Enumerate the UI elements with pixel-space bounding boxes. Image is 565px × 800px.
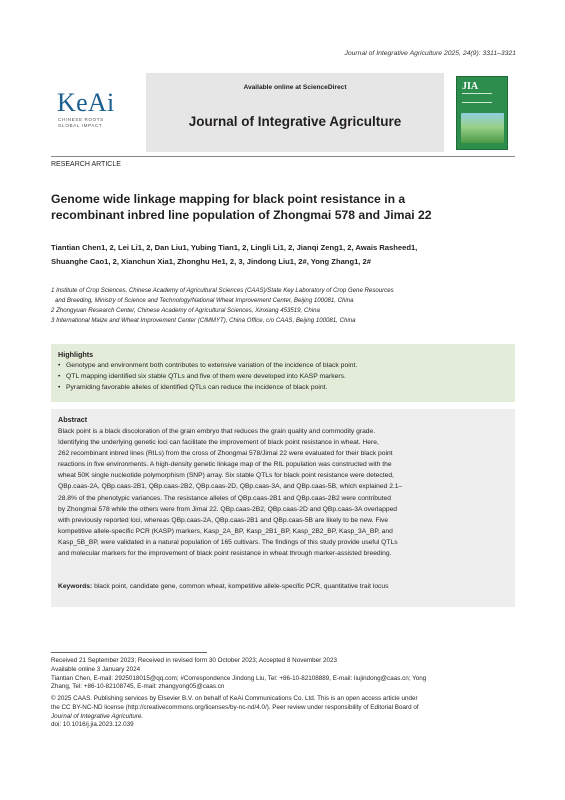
abstract-line: Kasp_5B_BP, were validated in a natural population of 165 cultivars. The findings of this study provide useful QTLs xyxy=(58,538,398,546)
abstract-line: with previously reported loci, whereas QBp.caas-2A, QBp.caas-2B1 and QBp.caas-5B are likely to be new. Five xyxy=(58,516,389,524)
abstract-line: 28.8% of the phenotypic variances. The resistance alleles of QBp.caas-2B1 and QBp.caas-2B2 were contributed xyxy=(58,494,391,502)
copyright-line-3: Journal of Integrative Agriculture. xyxy=(51,712,144,720)
highlights-list xyxy=(58,361,510,393)
abstract-line: wheat 50K single nucleotide polymorphism (SNP) array. Six stable QTLs for black point resistance were detected, xyxy=(58,472,394,480)
abstract-line: and molecular markers for the improvement of black point resistance in wheat through marker-assisted breeding. xyxy=(58,550,392,558)
footnote-divider xyxy=(51,652,207,653)
highlight-text: Genotype and environment both contributes to extensive variation of the incidence of black point. xyxy=(66,362,358,369)
keywords-label: Keywords: xyxy=(58,583,93,590)
available-online-label: Available online at ScienceDirect xyxy=(243,84,347,91)
received-dates: Received 21 September 2023; Received in revised form 30 October 2023; Accepted 8 November 2023 xyxy=(51,657,337,664)
cover-label: JIA xyxy=(462,81,479,92)
highlight-text: Pyramiding favorable alleles of identified QTLs can reduce the incidence of black point. xyxy=(66,383,328,391)
affiliation-3: 3 International Maize and Wheat Improvement Center (CIMMYT), China Office, c/o CAAS, Beijing 100081, China xyxy=(51,317,356,324)
author-list xyxy=(51,241,521,269)
doi-link[interactable]: doi: 10.1016/j.jia.2023.12.039 xyxy=(51,721,134,729)
highlights-heading: Highlights xyxy=(58,350,94,359)
affiliation-1b: and Breeding, Ministry of Science and Technology/National Wheat Improvement Center, Beijing 100081, China xyxy=(55,297,354,304)
footnote-copyright xyxy=(51,695,521,730)
abstract-line: kompetitive allele-specific PCR (KASP) markers, Kasp_2A_BP, Kasp_2B1_BP, Kasp_2B2_BP, Kasp_3A_BP, and xyxy=(58,527,393,535)
abstract-body xyxy=(58,426,510,559)
affiliation-1a: 1 Institute of Crop Sciences, Chinese Academy of Agricultural Sciences (CAAS)/State Key Laboratory of Crop Gene Resources xyxy=(51,287,394,294)
authors-line-1: Tiantian Chen1, 2, Lei Li1, 2, Dan Liu1, Yubing Tian1, 2, Lingli Li1, 2, Jianqi Zeng1, 2, Awais Rasheed1, xyxy=(51,243,418,252)
highlight-item xyxy=(58,383,510,394)
article-title xyxy=(51,191,521,223)
journal-cover-image xyxy=(456,76,508,150)
copyright-line-2: the CC BY-NC-ND license (http://creativecommons.org/licenses/by-nc-nd/4.0/). Peer review under responsibility of Editorial Board of xyxy=(51,703,419,711)
journal-title: Journal of Integrative Agriculture xyxy=(188,114,402,129)
keywords xyxy=(58,583,510,590)
title-line-1: Genome wide linkage mapping for black point resistance in a xyxy=(51,192,406,206)
title-line-2: recombinant inbred line population of Zhongmai 578 and Jimai 22 xyxy=(51,208,432,222)
copyright-line-1: © 2025 CAAS. Publishing services by Elsevier B.V. on behalf of KeAi Communications Co. Ltd. This is an open access article under xyxy=(51,695,418,702)
authors-line-2: Shuanghe Cao1, 2, Xianchun Xia1, Zhonghu He1, 2, 3, Jindong Liu1, 2#, Yong Zhang1, 2# xyxy=(51,257,371,266)
header-divider xyxy=(51,156,515,157)
bullet-icon: • xyxy=(58,372,61,380)
article-type: RESEARCH ARTICLE xyxy=(51,161,121,168)
contact-line-1: Tiantian Chen, E-mail: 2925018015@qq.com; #Correspondence Jindong Liu, Tel: +86-10-82108889, E-mail: liujindong@caas.cn; Yong xyxy=(51,674,427,682)
abstract-line: by Zhongmai 578 while the others were from Jimai 22. QBp.caas-2B2, QBp.caas-2D and QBp.caas-3A overlapped xyxy=(58,505,398,513)
highlight-text: QTL mapping identified six stable QTLs and five of them were developed into KASP markers. xyxy=(66,372,346,380)
online-date: Available online 3 January 2024 xyxy=(51,665,141,673)
highlight-item xyxy=(58,372,510,383)
affiliation-2: 2 Zhongyuan Research Center, Chinese Academy of Agricultural Sciences, Xinxiang 453519, China xyxy=(51,307,320,314)
keai-logo: KeAi xyxy=(57,88,115,117)
highlight-item xyxy=(58,361,510,372)
cover-photo xyxy=(461,113,504,143)
abstract-line: reactions in five environments. A high-density genetic linkage map of the RIL population was constructed with the xyxy=(58,461,392,469)
bullet-icon: • xyxy=(58,383,61,391)
abstract-heading: Abstract xyxy=(58,415,88,424)
logo-tagline-line-1: CHINESE ROOTS xyxy=(58,117,104,122)
keywords-text: black point, candidate gene, common wheat, kompetitive allele-specific PCR, quantitative trait locus xyxy=(94,583,389,590)
abstract-line: Identifying the underlying genetic loci can facilitate the improvement of black point resistance in wheat. Here, xyxy=(58,439,379,447)
abstract-line: QBp.caas-2A, QBp.caas-2B1, QBp.caas-2B2, QBp.caas-2D, QBp.caas-3A, and QBp.caas-5B, which explained 2.1– xyxy=(58,483,403,491)
bullet-icon: • xyxy=(58,362,61,369)
logo-tagline-line-2: GLOBAL IMPACT xyxy=(58,123,103,128)
keai-logo-tagline xyxy=(58,117,104,129)
affiliations xyxy=(51,286,521,326)
abstract-line: 262 recombinant inbred lines (RILs) from the cross of Zhongmai 578/Jimai 22 were evaluated for their black point xyxy=(58,450,393,458)
abstract-line: Black point is a black discoloration of the grain embryo that reduces the grain quality and commodity grade. xyxy=(58,428,376,435)
footnote-dates xyxy=(51,657,521,692)
contact-line-2: Zhang, Tel: +86-10-82108745, E-mail: zhangyong05@caas.cn xyxy=(51,683,225,691)
journal-reference: Journal of Integrative Agriculture 2025, 24(9): 3311–3321 xyxy=(344,50,516,57)
cover-decoration xyxy=(462,93,492,103)
